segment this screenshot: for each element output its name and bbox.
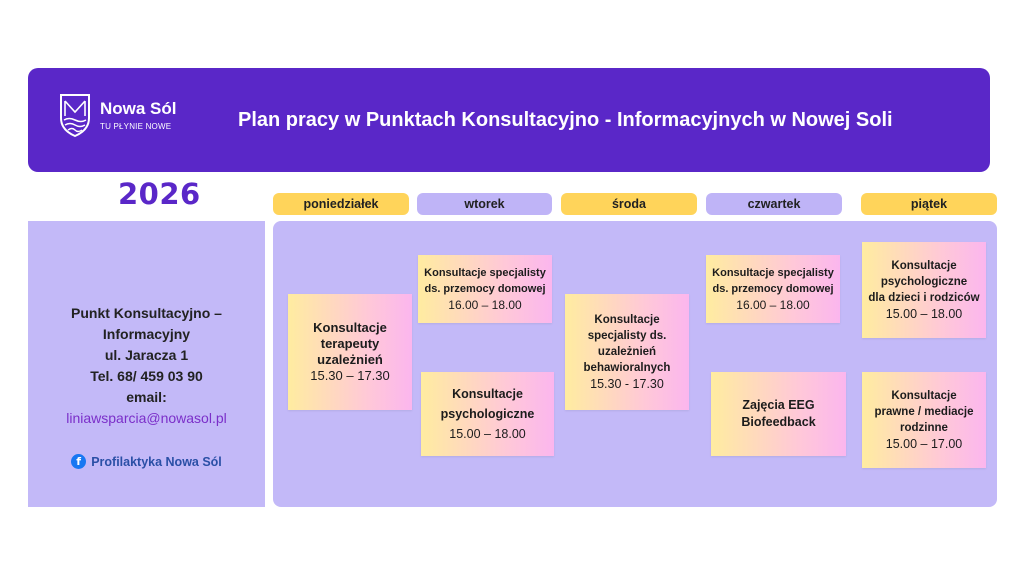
session-title: ds. przemocy domowej	[712, 283, 834, 295]
contact-phone: Tel. 68/ 459 03 90	[90, 368, 203, 384]
session-card-wednesday	[565, 294, 689, 410]
session-title: Biofeedback	[741, 415, 816, 429]
session-title: uzależnień	[597, 346, 657, 358]
session-title: Konsultacje specjalisty	[424, 267, 546, 279]
logo-name: Nowa Sól	[100, 99, 177, 118]
day-header-thursday: czwartek	[706, 193, 842, 215]
header-banner	[28, 68, 990, 172]
session-title: Zajęcia EEG	[742, 398, 815, 412]
contact-street: ul. Jaracza 1	[104, 347, 189, 363]
session-title: terapeuty	[320, 336, 380, 351]
session-title: Konsultacje	[313, 320, 387, 335]
logo[interactable]	[58, 92, 198, 142]
session-title: behawioralnych	[583, 362, 671, 374]
contact-address	[28, 303, 265, 429]
session-title: Konsultacje specjalisty	[712, 267, 834, 279]
session-title: ds. przemocy domowej	[424, 283, 546, 295]
session-time: 16.00 – 18.00	[736, 298, 810, 312]
session-time: 15.30 - 17.30	[590, 377, 664, 391]
session-title: psychologiczne	[880, 276, 968, 288]
session-title: specjalisty ds.	[587, 330, 667, 342]
facebook-icon: f	[71, 454, 86, 469]
facebook-link[interactable]	[28, 454, 265, 469]
session-card-friday-2	[862, 372, 986, 468]
session-title: Konsultacje	[452, 387, 523, 401]
day-header-monday: poniedziałek	[273, 193, 409, 215]
session-title: dla dzieci i rodziców	[868, 292, 980, 304]
session-time: 15.00 – 17.00	[885, 437, 963, 451]
email-link[interactable]: liniawsparcia@nowasol.pl	[66, 410, 227, 426]
page-title: Plan pracy w Punktach Konsultacyjno - Informacyjnych w Nowej Soli	[238, 109, 893, 131]
session-title: rodzinne	[900, 422, 948, 434]
facebook-label: Profilaktyka Nowa Sól	[91, 454, 222, 469]
session-card-tuesday-2	[421, 372, 554, 456]
session-title: Konsultacje	[891, 260, 957, 272]
contact-panel	[28, 221, 265, 507]
session-card-thursday-1	[706, 255, 840, 323]
session-title: uzależnień	[317, 352, 383, 367]
session-card-thursday-2	[711, 372, 846, 456]
session-card-monday	[288, 294, 412, 410]
contact-email-label: email:	[126, 389, 167, 405]
nowa-sol-logo-icon	[58, 92, 92, 138]
day-header-tuesday: wtorek	[417, 193, 552, 215]
session-title: prawne / mediacje	[874, 406, 974, 418]
year-label: 2026	[118, 177, 201, 211]
session-title: Konsultacje	[891, 390, 957, 402]
session-card-tuesday-1	[418, 255, 552, 323]
session-title: psychologiczne	[440, 407, 535, 421]
session-card-friday-1	[862, 242, 986, 338]
contact-line-2: Informacyjny	[102, 326, 191, 342]
session-time: 15.30 – 17.30	[310, 368, 390, 383]
session-title: Konsultacje	[594, 314, 660, 326]
session-time: 16.00 – 18.00	[448, 298, 522, 312]
session-time: 15.00 – 18.00	[449, 427, 526, 441]
contact-line-1: Punkt Konsultacyjno –	[71, 305, 222, 321]
day-header-wednesday: środa	[561, 193, 697, 215]
day-header-friday: piątek	[861, 193, 997, 215]
session-time: 15.00 – 18.00	[885, 307, 963, 321]
logo-tagline: TU PŁYNIE NOWE	[100, 122, 172, 131]
